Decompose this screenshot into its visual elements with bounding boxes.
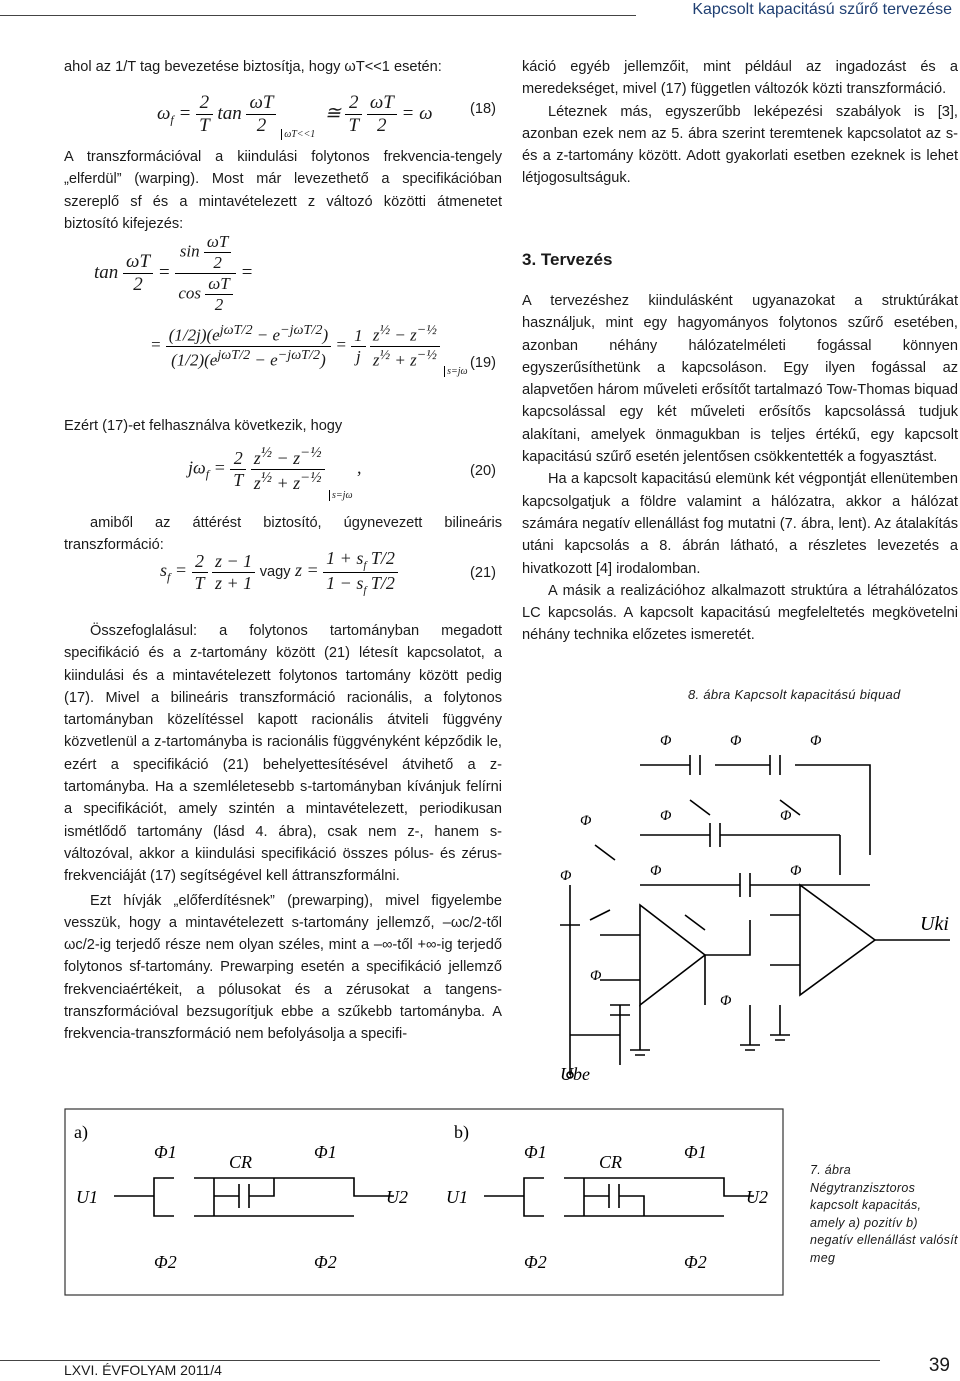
equation-19-bottom: = $\frac{(1/2j)(e^{j\omega T/2} - e^{-j\omega T/2})}{(1/2)(e^{j\omega T/2} - e^{-j\omega T/2})}$ = $\frac{1}{j}$ $\frac{z^{\frac{1}{2}} - z^{-\frac{1}{2}}}{z^{\frac{1}{2}} + z^{-\frac{1}{2}}}$ $_{s=j\omega}$ xyxy=(150,322,468,378)
output-label: Uki xyxy=(920,913,949,935)
equation-word: vagy xyxy=(259,564,291,581)
header-rule xyxy=(0,15,636,16)
phi2-label: Φ2 xyxy=(684,1252,707,1272)
left-col-body xyxy=(64,620,502,1046)
left-col-p3 xyxy=(64,415,502,437)
equation-number: (19) xyxy=(470,355,496,371)
running-title: Kapcsolt kapacitású szűrő tervezése xyxy=(692,1,952,18)
equation-number: (21) xyxy=(470,565,496,581)
equation-20: $j\omega_f$ = $\frac{2}{T}$ $\frac{z^{\frac{1}{2}} - z^{-\frac{1}{2}}}{z^{\frac{1}{2}} + z^{-\frac{1}{2}}}$ $_{s=j\omega}$ , xyxy=(188,445,362,501)
footer-rule xyxy=(0,1360,880,1361)
u1-label: U1 xyxy=(76,1187,98,1207)
paragraph: ahol az 1/T tag bevezetése biztosítja, hogy ωT<<1 esetén: xyxy=(64,59,442,75)
input-label: Ube xyxy=(560,1064,590,1084)
phi-label: Φ xyxy=(730,733,742,749)
phi-label: Φ xyxy=(560,868,572,884)
equation-number: (20) xyxy=(470,463,496,479)
paragraph: A másik a realizációhoz alkalmazott struktúra a létrahálózatos LC kapcsolás. A kapcsolt kapacitású megfeleltetés megkövetelni néhány technika előzetes ismeretét. xyxy=(522,582,958,644)
left-col-intro xyxy=(64,56,502,78)
figure-8-schematic xyxy=(540,705,960,1090)
phi-label: Φ xyxy=(650,863,662,879)
u2-label: U2 xyxy=(746,1187,768,1207)
phi-label: Φ xyxy=(790,863,802,879)
figure-7-schematic xyxy=(64,1108,784,1298)
cr-label: CR xyxy=(229,1152,253,1172)
paragraph: Ezért (17)-et felhasználva következik, hogy xyxy=(64,418,343,434)
left-col-p2 xyxy=(64,146,502,235)
figure-8-caption: 8. ábra Kapcsolt kapacitású biquad xyxy=(688,687,901,702)
paragraph: Ha a kapcsolt kapacitású elemünk két végpontját ellenütemben kapcsolgatjuk a földre valamint a hálózatra, akkor a hálózat számára negatív ellenállást fog mutatni (7. ábra, lent). Az átalakítás utáni kapcsolás a 8. ábrán látható, a részletes levezetés a hivatkozott [4] irodalomban. xyxy=(522,471,958,577)
paragraph: Léteznek más, egyszerűbb leképezési szabályok is [3], azonban ezek nem az 5. ábra szerint teremtenek kapcsolatot az s- és a z-tartomány között. Adott gyakorlati esetben ezeknek is lehet létjogosultságuk. xyxy=(522,103,958,187)
phi2-label: Φ2 xyxy=(154,1252,177,1272)
equation-19-top: tan $\frac{\omega T}{2}$ = sin $\frac{\omega T}{2}$ cos $\frac{\omega T}{2}$ = xyxy=(94,232,254,314)
phi-label: Φ xyxy=(580,813,592,829)
cr-label: CR xyxy=(599,1152,623,1172)
phi-label: Φ xyxy=(810,733,822,749)
right-col-body xyxy=(522,290,958,647)
phi-label: Φ xyxy=(720,993,732,1009)
paragraph: A transzformációval a kiindulási folytonos frekvencia-tengely „elferdül” (warping). Most már levezethető a specifikációban szereplő sf és a mintavételezett z változó közötti átmenetet biztosító kifejezés: xyxy=(64,149,502,232)
figure-7-label-b: b) xyxy=(454,1122,469,1142)
phi1-label: Φ1 xyxy=(684,1142,707,1162)
paragraph: amiből az áttérést biztosító, úgynevezett bilineáris transzformáció: xyxy=(64,515,502,554)
phi-label: Φ xyxy=(660,808,672,824)
phi2-label: Φ2 xyxy=(524,1252,547,1272)
u2-label: U2 xyxy=(386,1187,408,1207)
paragraph: káció egyéb jellemzőit, mint például az ingadozást és a meredekséget, mivel (17) független változók közti transzformáció. xyxy=(522,59,958,98)
figure-7-label-a: a) xyxy=(74,1122,88,1142)
phi1-label: Φ1 xyxy=(314,1142,337,1162)
page-number: 39 xyxy=(928,1355,950,1376)
right-col-top xyxy=(522,56,958,190)
equation-number: (18) xyxy=(470,101,496,117)
paragraph: A tervezéshez kiindulásként ugyanazokat a struktúrákat használjuk, mint egy hagyományos folytonos szűrő esetében, azonban néhány hálózatelméleti fogással könnyen egyszerűsíthetünk a kapcsoláson. Egy ilyen fogással az alapvetően három műveleti erősítőt tartalmazó Tow-Thomas biquad kapcsolással egy két műveleti erősítős kapcsolássá tudjuk alakítani, amelyek önmagukban is teljes értékű, egy kapcsolt kapacitású szűrő esetén jelentősen csökkentették a fogyasztást. xyxy=(522,293,958,466)
running-head xyxy=(0,0,960,30)
figure-7-caption: 7. ábra Négytranzisztoros kapcsolt kapacitás, amely a) pozitív b) negatív ellenállást valósít meg xyxy=(810,1163,958,1265)
paragraph: Összefoglalásul: a folytonos tartományban megadott specifikáció és a z-tartomány között (21) létesít kapcsolatot, a kiindulási és a mintavételezett folytonos tartomány között pedig (17). Mivel a bilineáris transzformáció racionális, a folytonos tartományban közelítéssel kapott racionális átviteli függvény közvetlenül a z-tartományba is racionális függvényként képződik le, ezért a specifikáció (21) behelyettesítésével átvihető a z-tartományba. Ha a szemléletesebb s-tartományban kívánjuk felírni a specifikációt, amely szintén a mintavételezett, periodikusan ismétlődő tartomány (lásd 4. ábra), csak nem z-, hanem s-változóval, akkor a kiindulási specifikáció összes pólus- és zérus-frekvenciáját (17) segítségével kell áttranszformálni. xyxy=(64,623,502,885)
phi-label: Φ xyxy=(590,968,602,984)
paragraph: Ezt hívják „előferdítésnek” (prewarping), mivel figyelembe vesszük, hogy a mintavételezett s-tartomány jellemző, –ωc/2-től ωc/2-ig terjedő része nem olyan széles, mint a –∞-től +∞-ig terjedő folytonos sf-tartomány. Prewarping esetén a specifikáció jellemző frekvenciaértékeit, a pólusokat és a zérusokat a tangens-transzformációval bezsugorítjuk ebbe a szűkebb tartományba. A frekvencia-transzformáció nem befolyásolja a specifi- xyxy=(64,892,502,1043)
phi2-label: Φ2 xyxy=(314,1252,337,1272)
footer-volume: LXVI. ÉVFOLYAM 2011/4 xyxy=(64,1362,222,1378)
equation-18: $\omega_f$ = $\frac{2}{T}$ tan $\frac{\omega T}{2}$ $_{\omega T<<1}$ ≅ $\frac{2}{T}$ $\frac{\omega T}{2}$ = ω xyxy=(157,92,433,140)
u1-label: U1 xyxy=(446,1187,468,1207)
section-heading: 3. Tervezés xyxy=(522,250,613,269)
phi1-label: Φ1 xyxy=(154,1142,177,1162)
phi1-label: Φ1 xyxy=(524,1142,547,1162)
phi-label: Φ xyxy=(660,733,672,749)
phi-label: Φ xyxy=(780,808,792,824)
equation-21: $s_f$ = $\frac{2}{T}$ $\frac{z - 1}{z + 1}$ vagy z = $\frac{1 + s_f T/2}{1 - s_f T/2}$ xyxy=(160,548,398,596)
